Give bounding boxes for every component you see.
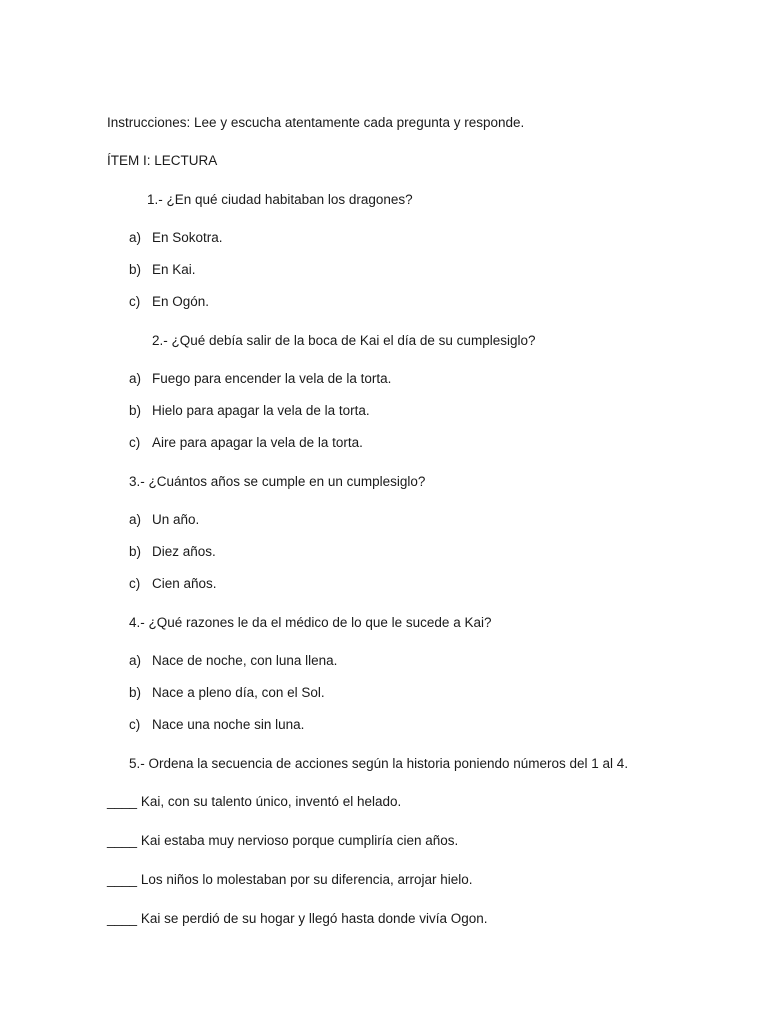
option-letter: c) [129,435,141,450]
option-text: Aire para apagar la vela de la torta. [152,435,363,450]
option-letter: c) [129,717,141,732]
sequence-item [107,871,473,889]
option-letter: c) [129,294,141,309]
answer-blank[interactable]: ____ [107,794,138,809]
question-1: 1.- ¿En qué ciudad habitaban los dragones? [147,192,413,207]
answer-blank[interactable]: ____ [107,911,138,926]
option-text: Fuego para encender la vela de la torta. [152,371,392,386]
question-3: 3.- ¿Cuántos años se cumple en un cumplesiglo? [129,474,426,489]
option-text: Hielo para apagar la vela de la torta. [152,403,370,418]
option-letter: b) [129,544,142,559]
option-text: Un año. [152,512,200,527]
option-text: En Sokotra. [152,230,223,245]
option-text: Nace a pleno día, con el Sol. [152,685,325,700]
answer-blank[interactable]: ____ [107,833,138,848]
option-letter: a) [129,653,142,668]
question-2: 2.- ¿Qué debía salir de la boca de Kai el día de su cumplesiglo? [152,333,536,348]
sequence-text: Kai se perdió de su hogar y llegó hasta donde vivía Ogon. [140,911,488,926]
option-letter: b) [129,262,142,277]
question-4: 4.- ¿Qué razones le da el médico de lo que le sucede a Kai? [129,615,492,630]
option-text: Cien años. [152,576,217,591]
question-5: 5.- Ordena la secuencia de acciones según la historia poniendo números del 1 al 4. [129,756,629,771]
sequence-item [107,910,488,928]
sequence-text: Los niños lo molestaban por su diferencia, arrojar hielo. [140,872,473,887]
sequence-text: Kai estaba muy nervioso porque cumpliría cien años. [140,833,459,848]
option-text: Nace de noche, con luna llena. [152,653,338,668]
instructions-text: Instrucciones: Lee y escucha atentamente cada pregunta y responde. [107,115,525,130]
sequence-item [107,832,458,850]
option-text: En Kai. [152,262,196,277]
sequence-text: Kai, con su talento único, inventó el helado. [140,794,402,809]
option-letter: a) [129,371,142,386]
section-title: ÍTEM I: LECTURA [107,153,218,168]
option-text: Diez años. [152,544,216,559]
option-letter: b) [129,685,142,700]
option-letter: a) [129,230,142,245]
option-text: En Ogón. [152,294,210,309]
option-text: Nace una noche sin luna. [152,717,305,732]
option-letter: a) [129,512,142,527]
sequence-item [107,793,401,811]
option-letter: b) [129,403,142,418]
option-letter: c) [129,576,141,591]
answer-blank[interactable]: ____ [107,872,138,887]
